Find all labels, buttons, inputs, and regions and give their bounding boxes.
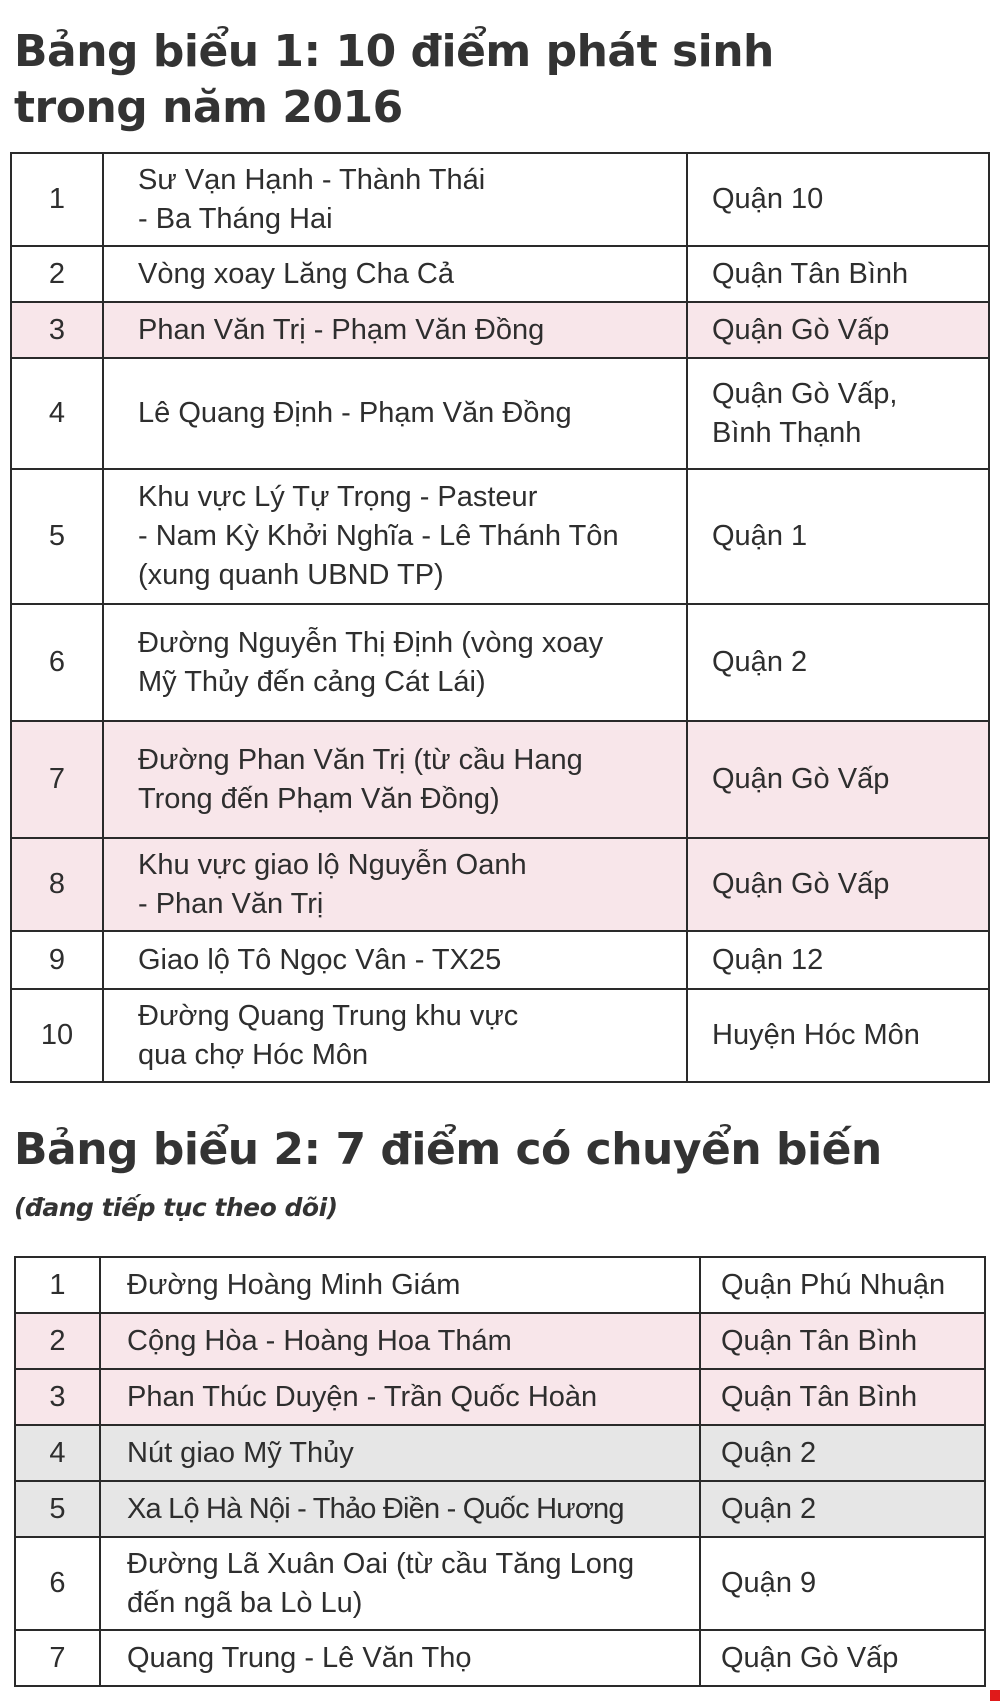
row-number: 4	[15, 1425, 100, 1481]
district-cell: Quận 10	[687, 153, 989, 246]
location-cell: Quang Trung - Lê Văn Thọ	[100, 1630, 700, 1686]
table-row	[15, 1425, 985, 1481]
table-row	[11, 838, 989, 931]
location-cell: Giao lộ Tô Ngọc Vân - TX25	[103, 931, 687, 989]
row-number: 5	[11, 469, 103, 604]
location-cell: Sư Vạn Hạnh - Thành Thái - Ba Tháng Hai	[103, 153, 687, 246]
row-number: 2	[11, 246, 103, 302]
district-cell: Quận Phú Nhuận	[700, 1257, 985, 1313]
location-cell: Đường Phan Văn Trị (từ cầu Hang Trong đến Phạm Văn Đồng)	[103, 721, 687, 838]
table-row	[15, 1369, 985, 1425]
location-cell: Phan Văn Trị - Phạm Văn Đồng	[103, 302, 687, 358]
district-cell: Quận Tân Bình	[700, 1313, 985, 1369]
row-number: 3	[15, 1369, 100, 1425]
table-row	[15, 1630, 985, 1686]
district-cell: Quận 1	[687, 469, 989, 604]
district-cell: Quận 2	[687, 604, 989, 721]
table-row	[11, 989, 989, 1082]
table-row	[11, 302, 989, 358]
table1-title-line2: trong năm 2016	[14, 82, 403, 133]
district-cell: Quận 2	[700, 1481, 985, 1537]
table-row	[15, 1481, 985, 1537]
corner-mark	[990, 1690, 1000, 1701]
table1-title-line1: Bảng biểu 1: 10 điểm phát sinh	[14, 26, 774, 77]
table1-title	[14, 24, 774, 136]
location-cell: Đường Nguyễn Thị Định (vòng xoay Mỹ Thủy đến cảng Cát Lái)	[103, 604, 687, 721]
location-cell: Đường Hoàng Minh Giám	[100, 1257, 700, 1313]
row-number: 2	[15, 1313, 100, 1369]
location-cell: Đường Lã Xuân Oai (từ cầu Tăng Long đến ngã ba Lò Lu)	[100, 1537, 700, 1630]
table-row	[11, 153, 989, 246]
table-row	[15, 1313, 985, 1369]
table-row	[11, 246, 989, 302]
location-cell: Lê Quang Định - Phạm Văn Đồng	[103, 358, 687, 469]
row-number: 7	[15, 1630, 100, 1686]
table-row	[11, 721, 989, 838]
location-cell: Nút giao Mỹ Thủy	[100, 1425, 700, 1481]
district-cell: Quận Tân Bình	[687, 246, 989, 302]
district-cell: Quận 2	[700, 1425, 985, 1481]
location-cell: Khu vực giao lộ Nguyễn Oanh - Phan Văn Trị	[103, 838, 687, 931]
row-number: 6	[15, 1537, 100, 1630]
table2-subtitle: (đang tiếp tục theo dõi)	[14, 1193, 338, 1222]
location-cell: Đường Quang Trung khu vực qua chợ Hóc Môn	[103, 989, 687, 1082]
location-cell: Xa Lộ Hà Nội - Thảo Điền - Quốc Hương	[100, 1481, 700, 1537]
row-number: 4	[11, 358, 103, 469]
district-cell: Quận Tân Bình	[700, 1369, 985, 1425]
row-number: 1	[15, 1257, 100, 1313]
row-number: 9	[11, 931, 103, 989]
table-row	[15, 1257, 985, 1313]
row-number: 6	[11, 604, 103, 721]
table-row	[11, 604, 989, 721]
table-row	[15, 1537, 985, 1630]
location-cell: Khu vực Lý Tự Trọng - Pasteur - Nam Kỳ Khởi Nghĩa - Lê Thánh Tôn (xung quanh UBND TP)	[103, 469, 687, 604]
district-cell: Huyện Hóc Môn	[687, 989, 989, 1082]
district-cell: Quận Gò Vấp	[700, 1630, 985, 1686]
row-number: 5	[15, 1481, 100, 1537]
district-cell: Quận Gò Vấp	[687, 721, 989, 838]
table2	[14, 1256, 986, 1687]
row-number: 8	[11, 838, 103, 931]
district-cell: Quận Gò Vấp	[687, 302, 989, 358]
table2-title: Bảng biểu 2: 7 điểm có chuyển biến	[14, 1124, 882, 1175]
location-cell: Phan Thúc Duyện - Trần Quốc Hoàn	[100, 1369, 700, 1425]
district-cell: Quận 12	[687, 931, 989, 989]
table-row	[11, 358, 989, 469]
row-number: 10	[11, 989, 103, 1082]
row-number: 3	[11, 302, 103, 358]
table-row	[11, 931, 989, 989]
location-cell: Vòng xoay Lăng Cha Cả	[103, 246, 687, 302]
table1	[10, 152, 990, 1083]
row-number: 7	[11, 721, 103, 838]
table-row	[11, 469, 989, 604]
district-cell: Quận Gò Vấp, Bình Thạnh	[687, 358, 989, 469]
location-cell: Cộng Hòa - Hoàng Hoa Thám	[100, 1313, 700, 1369]
row-number: 1	[11, 153, 103, 246]
district-cell: Quận 9	[700, 1537, 985, 1630]
district-cell: Quận Gò Vấp	[687, 838, 989, 931]
